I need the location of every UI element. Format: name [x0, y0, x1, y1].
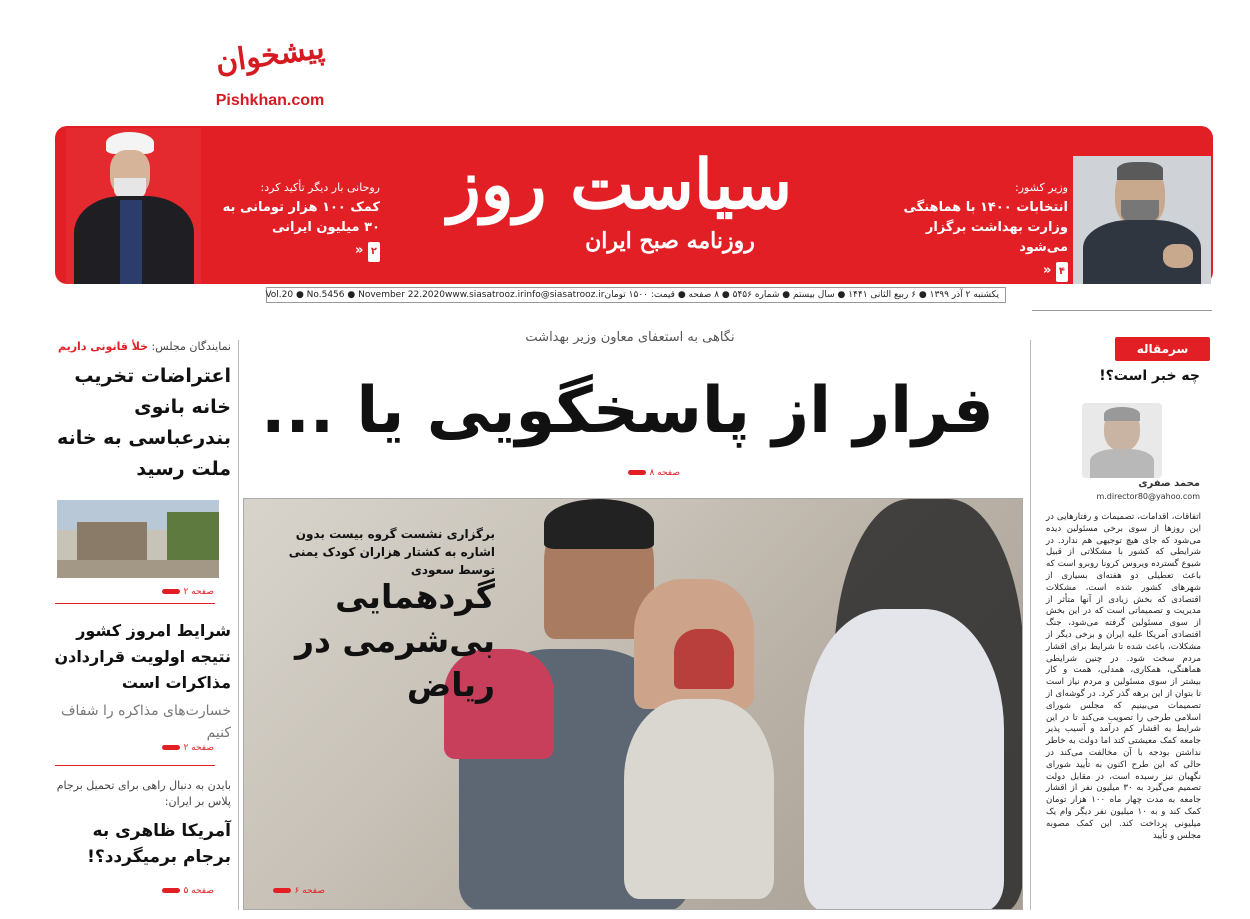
left-story-3-page[interactable]: صفحه ۵ [150, 886, 214, 896]
left-teaser-kicker: روحانی بار دیگر تأکید کرد: [260, 181, 380, 194]
rouhani-photo [66, 128, 201, 284]
left-separator [55, 765, 215, 766]
right-teaser-text: انتخابات ۱۴۰۰ با هماهنگی وزارت بهداشت برگزار می‌شود [903, 200, 1068, 255]
editorial-title[interactable]: چه خبر است؟! [1099, 368, 1200, 384]
left-story-3-kicker: بایدن به دنبال راهی برای تحمیل برجام پلاس بر ایران: [56, 779, 231, 808]
column-rule [238, 340, 239, 910]
right-teaser-page: ۴ [1056, 262, 1068, 282]
demolished-house-photo [57, 500, 219, 578]
watermark-fa: پیشخوان [213, 30, 327, 81]
left-story-3-headline: آمریکا ظاهری به برجام برمیگردد؟! [87, 821, 231, 867]
left-story-1-kicker-red: خلأ قانونی داریم [57, 340, 149, 353]
chevron-double-icon: « [354, 243, 364, 258]
newspaper-logo [420, 130, 820, 254]
minister-photo [1073, 156, 1211, 284]
photo-headline[interactable]: گردهمایی بی‌شرمی در ریاض [295, 577, 495, 704]
left-teaser-text: کمک ۱۰۰ هزار تومانی به ۳۰ میلیون ایرانی [222, 200, 380, 235]
left-story-1-kicker: نمایندگان مجلس: [151, 340, 231, 353]
photo-subhead: برگزاری نشست گروه بیست بدون اشاره به کشتار هزاران کودک یمنی توسط سعودی [288, 527, 495, 577]
left-story-2-page[interactable]: صفحه ۲ [150, 743, 214, 753]
left-story-1-page[interactable]: صفحه ۲ [150, 587, 214, 597]
left-teaser-page: ۲ [368, 242, 380, 262]
left-story-1[interactable] [53, 340, 231, 485]
issue-info-bar [266, 287, 1006, 303]
left-separator [55, 603, 215, 604]
logo-title: سیاست روز [447, 145, 793, 225]
divider [1032, 310, 1212, 311]
main-headline[interactable]: فرار از پاسخگویی یا ... [261, 374, 994, 448]
left-teaser[interactable] [210, 178, 380, 262]
left-story-1-headline: اعتراضات تخریب خانه بانوی بندرعباسی به خانه ملت رسید [57, 365, 231, 480]
headline-page-ref[interactable]: صفحه ۸ [600, 468, 680, 478]
photo-page-ref[interactable]: صفحه ۶ [255, 886, 325, 896]
chevron-double-icon: « [1042, 263, 1052, 278]
issue-edition: Vol.20 ● No.5456 ● November 22.2020 [265, 290, 445, 300]
right-teaser[interactable] [878, 178, 1068, 282]
author-photo [1082, 403, 1162, 478]
left-story-2-headline: شرایط امروز کشور نتیجه اولویت قراردادن مذاکرات است [54, 621, 231, 692]
left-story-2-sub: خسارت‌های مذاکره را شفاف کنیم [60, 703, 231, 741]
watermark-en: Pishkhan.com [215, 92, 325, 109]
right-teaser-kicker: وزیر کشور: [1014, 181, 1068, 194]
issue-email[interactable]: info@siasatrooz.ir [523, 290, 605, 300]
editorial-tag: سرمقاله [1115, 337, 1210, 361]
logo-subtitle: روزنامه صبح ایران [585, 228, 755, 254]
left-story-1-kicker-wrap [53, 340, 231, 353]
issue-website[interactable]: www.siasatrooz.ir [444, 290, 524, 300]
editorial-body: اتفاقات، اقدامات، تصمیمات و رفتارهایی در این روزها از سوی برخی مسئولین دیده می‌شود که جای هیچ توجیهی هم ندارد. در شرایطی که کشور با مشکلاتی از قبیل شیوع گسترده ویروس کرونا روبرو است که باعث تعطیلی دو هفته‌ای بسیاری از شهرهای کشور شده است، مشکلات اقتصادی که بخش زیادی از آنها متأثر از مدیریت و تصمیماتی است که در این بخش از سوی مسئولین گرفته می‌شود، جنگ اقتصادی آمریکا علیه ایران و برخی دیگر از مشکلات، باعث شده تا شرایط برای اقشار مردم سخت شود. در چنین شرایطی هماهنگی، همکاری، همدلی، همت و کار بیشتر از سوی مسئولین و مردم نیاز است تا بتوان از این برهه گذر کرد. در گوشه‌ای از تصمیمات می‌بینیم که مجلس شورای اسلامی طرحی را تصویب می‌کند تا در این شرایط به اقشار کم درآمد و آسیب پذیر جامعه کمک معیشتی کند اما دولت به خاطر نداشتن بودجه با آن مخالفت می‌کند در حالی که این طرح اکنون به تأیید شورای نگهبان نیز رسیده است، در مقابل دولت تصمیم می‌گیرد به ۳۰ میلیون نفر از اقشار جامعه به مدت چهار ماه ۱۰۰ هزار تومان کمک کند و به ۱۰ میلیون نفر دیگر وام یک میلیونی پرداخت کند. این کمک مصوبه مجلس و تأیید [1046, 512, 1201, 841]
pishkhan-watermark [205, 30, 335, 125]
issue-date: یکشنبه ۲ آذر ۱۳۹۹ ● ۶ ربیع الثانی ۱۴۴۱ ● سال بیستم ● شماره ۵۴۵۶ ● ۸ صفحه ● قیمت: ۱۵۰۰ تومان [604, 290, 999, 300]
column-rule [1030, 340, 1031, 910]
main-kicker: نگاهی به استعفای معاون وزیر بهداشت [525, 330, 735, 345]
editorial-author: محمد صفری [1138, 478, 1200, 489]
left-story-3[interactable] [53, 778, 231, 870]
editorial-email[interactable]: m.director80@yahoo.com [1096, 492, 1200, 501]
left-story-2[interactable] [53, 618, 231, 744]
